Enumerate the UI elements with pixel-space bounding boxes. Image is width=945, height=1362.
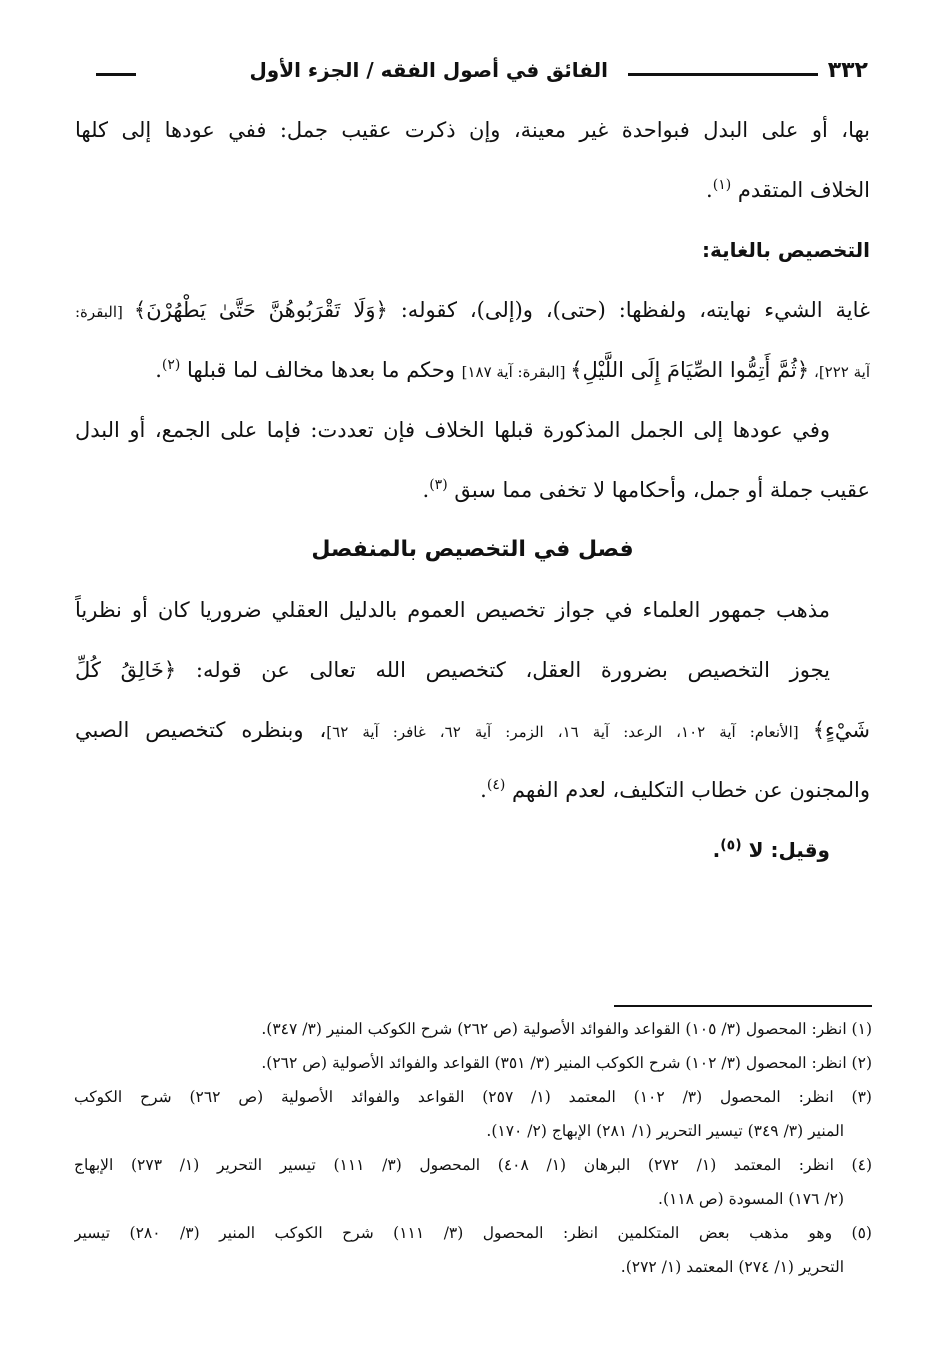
- text-line: [75, 760, 870, 820]
- header-rule-left: [96, 73, 136, 76]
- quran-verse: ﴿وَلَا تَقْرَبُوهُنَّ حَتَّىٰ يَطْهُرْنَ﴾: [133, 298, 388, 322]
- text-line: [75, 280, 870, 340]
- footnote-4: (٤) انظر: المعتمد (١/ ٢٧٢) البرهان (١/ ٤٠٨) المحصول (٣/ ١١١) تيسير التحرير (١/ ٢٧٣) الإبهاج: [74, 1156, 872, 1174]
- verse-reference: آية ٢٢٢]،: [809, 363, 870, 381]
- quran-verse: ﴿خَالِقُ كُلِّ: [75, 658, 177, 682]
- text-run: وفي عودها إلى الجمل المذكورة قبلها الخلاف فإن تعددت: فإما على الجمع، أو البدل: [75, 418, 830, 442]
- footnote-marker: (١): [712, 177, 732, 193]
- footnote-1: (١) انظر: المحصول (٣/ ١٠٥) القواعد والفوائد الأصولية (ص ٢٦٢) شرح الكوكب المنير (٣/ ٣٤٧).: [261, 1020, 872, 1038]
- footnote-marker: (٥): [720, 837, 742, 854]
- footnote-marker: (٣): [429, 477, 448, 493]
- section-heading: التخصيص بالغاية:: [701, 238, 870, 262]
- text-run: بها، أو على البدل فبواحدة غير معينة، وإن ذكرت عقيب جمل: ففي عودها إلى كلها: [75, 118, 870, 142]
- chapter-heading: فصل في التخصيص بالمنفصل: [311, 537, 634, 562]
- text-run: .: [422, 478, 430, 502]
- main-text: [75, 100, 870, 880]
- footnote-5-continued: التحرير (١/ ٢٧٤) المعتمد (١/ ٢٧٢).: [620, 1258, 844, 1276]
- text-line: [75, 100, 870, 160]
- footnote-2: (٢) انظر: المحصول (٣/ ١٠٢) شرح الكوكب المنير (٣/ ٣٥١) القواعد والفوائد الأصولية (ص ٢٦٢).: [261, 1054, 872, 1072]
- quran-verse: ﴿ثُمَّ أَتِمُّوا الصِّيَامَ إِلَى اللَّيْلِ﴾: [570, 358, 810, 382]
- text-line: [75, 400, 870, 460]
- verse-reference: [البقرة: آية ١٨٧]: [461, 363, 571, 381]
- text-run: وقيل: لا: [748, 838, 830, 862]
- footnote-5: (٥) وهو مذهب بعض المتكلمين انظر: المحصول (٣/ ١١١) شرح الكوكب المنير (٣/ ٢٨٠) تيسير: [74, 1224, 872, 1242]
- text-run: الخلاف المتقدم: [737, 178, 870, 202]
- text-run: .: [480, 778, 487, 802]
- page-number: ٣٣٢: [827, 58, 868, 83]
- text-run: مذهب جمهور العلماء في جواز تخصيص العموم بالدليل العقلي ضروريا كان أو نظرياً: [75, 598, 830, 622]
- verse-reference: [البقرة:: [75, 303, 134, 321]
- text-line: [75, 580, 870, 640]
- text-line: [75, 460, 870, 520]
- footnote-3-continued: المنير (٣/ ٣٤٩) تيسير التحرير (١/ ٢٨١) الإبهاج (٢/ ١٧٠).: [486, 1122, 844, 1140]
- text-line: [75, 160, 870, 220]
- text-run: والمجنون عن خطاب التكليف، لعدم الفهم: [512, 778, 870, 802]
- footnote-marker: (٢): [161, 357, 181, 373]
- text-run: .: [706, 178, 713, 202]
- text-run: عقيب جملة أو جمل، وأحكامها لا تخفى مما سبق: [454, 478, 870, 502]
- footnote-4-continued: (٢/ ١٧٦) المسودة (ص ١١٨).: [658, 1190, 844, 1208]
- footnote-marker: (٤): [486, 777, 506, 793]
- verse-reference: [الأنعام: آية ١٠٢، الرعد: آية ١٦، الزمر: آية ٦٢، غافر: آية ٦٢]: [326, 723, 813, 741]
- text-line: [75, 700, 870, 760]
- text-run: .: [155, 358, 162, 382]
- text-run: ، وبنظره كتخصيص الصبي: [75, 718, 327, 742]
- footnotes: [74, 1012, 872, 1284]
- text-run: .: [712, 838, 721, 862]
- quran-verse: شَيْءٍ﴾: [812, 718, 870, 742]
- text-run: يجوز التخصيص بضرورة العقل، كتخصيص الله تعالى عن قوله:: [176, 658, 830, 682]
- text-line: [75, 340, 870, 400]
- footnote-separator: [614, 1005, 872, 1007]
- text-line: [75, 820, 870, 880]
- text-run: غاية الشيء نهايته، ولفظها: (حتى)، و(إلى)، كقوله:: [387, 298, 870, 322]
- header-rule-right: [628, 73, 818, 76]
- page-header: [96, 58, 868, 92]
- text-line: [75, 640, 870, 700]
- text-run: وحكم ما بعدها مخالف لما قبلها: [187, 358, 462, 382]
- running-title: الفائق في أصول الفقه / الجزء الأول: [249, 58, 608, 82]
- footnote-3: (٣) انظر: المحصول (٣/ ١٠٢) المعتمد (١/ ٢٥٧) القواعد والفوائد الأصولية (ص ٢٦٢) شرح الكوكب: [74, 1088, 872, 1106]
